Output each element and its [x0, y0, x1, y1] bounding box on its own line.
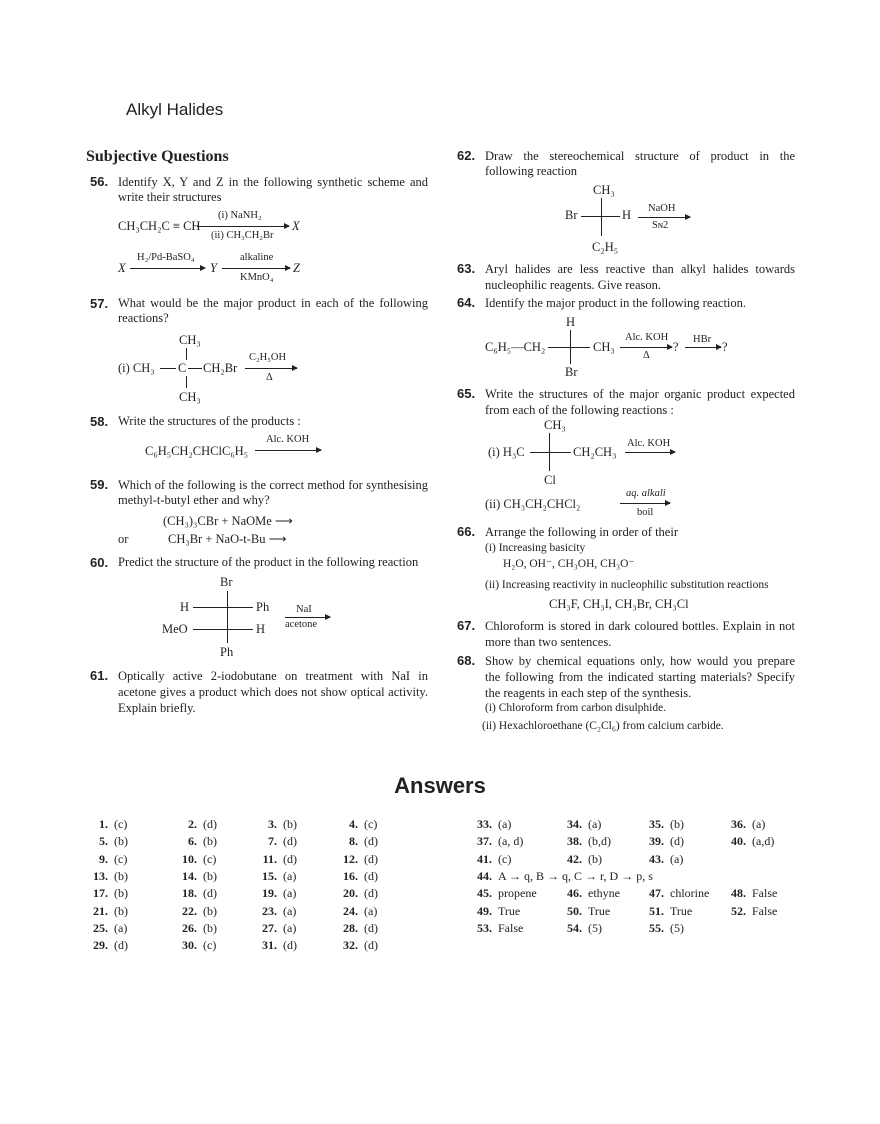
option: CH₃Br + NaO-t-Bu ⟶: [168, 532, 287, 546]
answer-number: 38.: [567, 834, 582, 849]
reagent-above: Alc. KOH: [266, 434, 310, 445]
answer-number: 15.: [262, 868, 277, 883]
answer-value: (d): [364, 920, 378, 935]
question-text: acetone gives a product which does not show optical activity.: [118, 685, 428, 699]
question-text: Write the structures of the products :: [118, 414, 301, 428]
answer-value: (a): [752, 817, 766, 831]
question-number: 64.: [457, 295, 476, 310]
question-text: Write the structures of the major organic product expected: [485, 387, 795, 401]
answer-number: 16.: [343, 868, 358, 883]
bond: [601, 198, 602, 236]
reaction-arrow: [620, 503, 670, 504]
substituent: MeO: [162, 622, 188, 636]
question-text: the reagents in each step of the synthesis.: [485, 686, 692, 700]
question-text: Optically active 2-iodobutane on treatment with NaI in: [118, 669, 428, 683]
answer-value: (c): [203, 851, 217, 866]
answer-number: 53.: [477, 920, 492, 935]
reagent-above: NaI: [296, 604, 312, 615]
answer-number: 18.: [182, 886, 197, 901]
chapter-header: Alkyl Halides: [126, 100, 224, 119]
answer-number: 36.: [731, 817, 746, 831]
compound-list: H₂O, OH⁻, CH₃OH, CH₃O⁻: [503, 558, 635, 570]
sub-question: (ii) Increasing reactivity in nucleophilic substitution reactions: [485, 579, 769, 591]
substituent: H: [256, 622, 266, 636]
answer-number: 48.: [731, 886, 746, 901]
question-number: 56.: [90, 174, 109, 189]
question-text: more than two sentences.: [485, 635, 612, 649]
reagent-below: acetone: [285, 619, 318, 630]
answer-value: (d): [364, 938, 378, 953]
bond: [581, 216, 620, 217]
question-text: Predict the structure of the product in the following reaction: [118, 555, 419, 569]
question-text: Identify the major product in the following reaction.: [485, 296, 747, 310]
substituent: Ph: [220, 645, 234, 659]
answer-value: propene: [498, 886, 537, 901]
substituent: H: [566, 315, 576, 329]
answer-number: 21.: [93, 903, 108, 918]
answer-number: 22.: [182, 903, 197, 918]
question-number: 63.: [457, 261, 476, 276]
question-number: 57.: [90, 296, 109, 311]
reagent-above: Alc. KOH: [627, 438, 671, 449]
reaction-arrow: [197, 226, 289, 227]
question-text: nucleophilic reagents. Give reason.: [485, 278, 661, 292]
answer-number: 45.: [477, 886, 492, 901]
answers-title: Answers: [394, 773, 486, 798]
answer-value: (a): [670, 851, 684, 866]
answer-value: (a): [283, 903, 297, 918]
bond: [227, 591, 228, 643]
answer-number: 11.: [262, 851, 277, 866]
answer-number: 23.: [262, 903, 277, 918]
answer-number: 52.: [731, 903, 746, 918]
answer-value: (a): [283, 886, 297, 901]
bond: [530, 452, 571, 453]
question-text: Aryl halides are less reactive than alkyl halides towards: [485, 262, 795, 276]
substituent: (i) CH₃: [118, 361, 155, 375]
answer-value: (d): [364, 868, 378, 883]
answer-value: (b): [203, 903, 217, 918]
question-text: write their structures: [118, 190, 222, 204]
answer-number: 27.: [262, 920, 277, 935]
answer-value: (b): [203, 920, 217, 935]
answer-value: (b,d): [588, 834, 611, 849]
answer-number: 51.: [649, 903, 664, 918]
answer-value: (c): [498, 851, 512, 866]
answer-number: 49.: [477, 903, 492, 918]
reaction-arrow: [285, 617, 330, 618]
reagent-above: alkaline: [240, 252, 274, 263]
answer-value: (a,d): [752, 834, 775, 849]
central-atom: C: [178, 361, 187, 375]
answer-value: (b): [203, 834, 217, 849]
answer-value: (c): [114, 817, 128, 831]
substituent: Cl: [544, 473, 556, 487]
answer-number: 6.: [188, 834, 197, 849]
answer-number: 8.: [349, 834, 358, 849]
substituent: CH₂CH₃: [573, 445, 617, 459]
substituent: CH₃: [593, 183, 615, 197]
answer-number: 29.: [93, 938, 108, 953]
sub-question: (ii) Hexachloroethane (C₂Cl₆) from calcium carbide.: [482, 720, 724, 732]
answer-value: (c): [114, 851, 128, 866]
reactant: (ii) CH₃CH₂CHCl₂: [485, 497, 581, 511]
answer-value: (d): [283, 938, 297, 953]
answer-number: 55.: [649, 920, 664, 935]
question-number: 62.: [457, 148, 476, 163]
answer-number: 39.: [649, 834, 664, 849]
substituent: CH₃: [544, 418, 566, 432]
answer-number: 20.: [343, 886, 358, 901]
answer-number: 14.: [182, 868, 197, 883]
bond: [193, 607, 253, 608]
reactant: C₆H₅CH₂CHClC₆H₅: [145, 444, 249, 458]
question-text: from each of the following reactions :: [485, 403, 674, 417]
question-text: reactions?: [118, 311, 169, 325]
answer-number: 33.: [477, 817, 492, 831]
answer-value: (b): [283, 817, 297, 831]
answer-value: (b): [114, 868, 128, 883]
answer-value: A → q, B → q, C → r, D → p, s: [498, 868, 653, 883]
question-text: Which of the following is the correct method for synthesising: [118, 478, 428, 492]
answer-number: 3.: [268, 817, 277, 831]
answer-value: (d): [203, 886, 217, 901]
answer-value: (b): [114, 834, 128, 849]
answer-value: (5): [588, 920, 602, 935]
reaction-arrow: [625, 452, 675, 453]
answer-value: (b): [114, 886, 128, 901]
question-number: 61.: [90, 668, 109, 683]
answer-value: (a): [283, 868, 297, 883]
answer-number: 2.: [188, 817, 197, 831]
answer-number: 19.: [262, 886, 277, 901]
answer-number: 7.: [268, 834, 277, 849]
reagent-below: Sɴ2: [652, 220, 669, 231]
answer-number: 13.: [93, 868, 108, 883]
answer-value: (b): [670, 817, 684, 831]
answer-value: False: [498, 920, 524, 935]
answer-number: 30.: [182, 938, 197, 953]
answer-value: (d): [364, 851, 378, 866]
answer-number: 24.: [343, 903, 358, 918]
answer-value: (a): [498, 817, 512, 831]
reagent-above: NaOH: [648, 203, 676, 214]
answer-value: False: [752, 903, 778, 918]
answer-value: (a): [588, 817, 602, 831]
answer-value: chlorine: [670, 886, 710, 901]
reagent-above: HBr: [693, 334, 712, 345]
answer-number: 35.: [649, 817, 664, 831]
sub-question: (i) Chloroform from carbon disulphide.: [485, 702, 667, 714]
answer-number: 26.: [182, 920, 197, 935]
question-number: 67.: [457, 618, 476, 633]
reaction-arrow: [245, 368, 297, 369]
bond: [186, 348, 187, 360]
answer-number: 43.: [649, 851, 664, 866]
answer-number: 54.: [567, 920, 582, 935]
answer-value: (5): [670, 920, 684, 935]
answer-value: (d): [670, 834, 684, 849]
answer-number: 5.: [99, 834, 108, 849]
answer-value: (d): [283, 834, 297, 849]
answer-number: 44.: [477, 868, 492, 883]
reagent-above: C₂H₅OH: [249, 352, 287, 363]
answer-number: 10.: [182, 851, 197, 866]
substituent: Br: [220, 575, 233, 589]
reagent-above: aq. alkali: [626, 488, 666, 499]
reaction-arrow: [620, 347, 672, 348]
reagent-above: Alc. KOH: [625, 332, 669, 343]
reagent-above: H₂/Pd-BaSO₄: [137, 252, 195, 263]
reagent-below: (ii) CH₃CH₂Br: [211, 230, 274, 241]
question-number: 60.: [90, 555, 109, 570]
sub-question: (i) Increasing basicity: [485, 542, 586, 554]
reagent-above: (i) NaNH₂: [218, 210, 262, 221]
substituent: H: [180, 600, 190, 614]
answer-number: 9.: [99, 851, 108, 866]
answer-number: 41.: [477, 851, 492, 866]
answer-value: True: [498, 903, 521, 918]
answer-value: (a): [114, 920, 128, 935]
unknown-product: ?: [673, 340, 679, 354]
reaction-arrow: [130, 268, 205, 269]
answer-number: 28.: [343, 920, 358, 935]
bond: [193, 629, 253, 630]
answer-number: 40.: [731, 834, 746, 849]
answer-value: (b): [114, 903, 128, 918]
answer-value: (d): [203, 817, 217, 831]
answer-value: True: [670, 903, 693, 918]
answer-value: (a): [364, 903, 378, 918]
answer-number: 12.: [343, 851, 358, 866]
answer-number: 1.: [99, 817, 108, 831]
answer-number: 17.: [93, 886, 108, 901]
reagent-below: KMnO₄: [240, 272, 274, 283]
product: Z: [293, 261, 300, 275]
answer-number: 31.: [262, 938, 277, 953]
question-text: the following from the indicated starting materials? Specify: [485, 670, 795, 684]
question-text: What would be the major product in each of the following: [118, 296, 428, 310]
answer-value: True: [588, 903, 611, 918]
answer-number: 42.: [567, 851, 582, 866]
answer-number: 46.: [567, 886, 582, 901]
answer-value: (d): [114, 938, 128, 953]
answer-value: (d): [283, 851, 297, 866]
unknown-product: ?: [722, 340, 728, 354]
question-text: following reaction: [485, 164, 577, 178]
substituent: C₂H₅: [592, 240, 619, 254]
reactant: X: [118, 261, 126, 275]
answer-value: (a, d): [498, 834, 524, 849]
answer-value: (d): [364, 886, 378, 901]
substituent: Br: [565, 208, 578, 222]
answer-number: 25.: [93, 920, 108, 935]
substituent: Br: [565, 365, 578, 379]
answer-value: (c): [364, 817, 378, 831]
question-number: 58.: [90, 414, 109, 429]
question-text: Identify X, Y and Z in the following synthetic scheme and: [118, 175, 428, 189]
answer-number: 4.: [349, 817, 358, 831]
question-number: 59.: [90, 477, 109, 492]
substituent: CH₂Br: [203, 361, 238, 375]
question-number: 68.: [457, 653, 476, 668]
question-text: Show by chemical equations only, how would you prepare: [485, 654, 795, 668]
question-text: methyl-t-butyl ether and why?: [118, 493, 270, 507]
bond: [160, 368, 176, 369]
answer-value: (a): [283, 920, 297, 935]
question-number: 66.: [457, 524, 476, 539]
answer-number: 37.: [477, 834, 492, 849]
reagent-below: boil: [637, 507, 654, 518]
substituent: H: [622, 208, 632, 222]
answer-value: ethyne: [588, 886, 620, 901]
reagent-below: Δ: [643, 350, 650, 361]
reaction-arrow: [222, 268, 290, 269]
section-title: Subjective Questions: [86, 148, 229, 165]
answer-value: (d): [364, 834, 378, 849]
question-text: Draw the stereochemical structure of product in the: [485, 149, 795, 163]
substituent: (i) H₃C: [488, 445, 525, 459]
substituent: CH₃: [593, 340, 615, 354]
reactant: CH₃CH₂C ≡ CH: [118, 219, 201, 233]
or-label: or: [118, 532, 129, 546]
reagent-below: Δ: [266, 372, 273, 383]
question-text: Arrange the following in order of their: [485, 525, 678, 539]
question-text: Chloroform is stored in dark coloured bottles. Explain in not: [485, 619, 795, 633]
substituent: Ph: [256, 600, 270, 614]
question-text: Explain briefly.: [118, 701, 196, 715]
bond: [548, 347, 590, 348]
option: (CH₃)₃CBr + NaOMe ⟶: [163, 514, 293, 528]
reaction-arrow: [685, 347, 721, 348]
bond: [186, 376, 187, 388]
answer-number: 34.: [567, 817, 582, 831]
answer-number: 47.: [649, 886, 664, 901]
answer-value: (c): [203, 938, 217, 953]
intermediate: Y: [210, 261, 217, 275]
compound-list: CH₃F, CH₃I, CH₃Br, CH₃Cl: [549, 597, 689, 611]
question-number: 65.: [457, 386, 476, 401]
substituent: CH₃: [179, 333, 201, 347]
answer-value: False: [752, 886, 778, 901]
product: X: [292, 219, 300, 233]
answer-number: 32.: [343, 938, 358, 953]
bond: [188, 368, 202, 369]
reaction-arrow: [255, 450, 321, 451]
answer-number: 50.: [567, 903, 582, 918]
substituent: CH₃: [179, 390, 201, 404]
answer-value: (b): [588, 851, 602, 866]
substituent: C₆H₅—CH₂: [485, 340, 546, 354]
answer-value: (b): [203, 868, 217, 883]
reaction-arrow: [638, 217, 690, 218]
